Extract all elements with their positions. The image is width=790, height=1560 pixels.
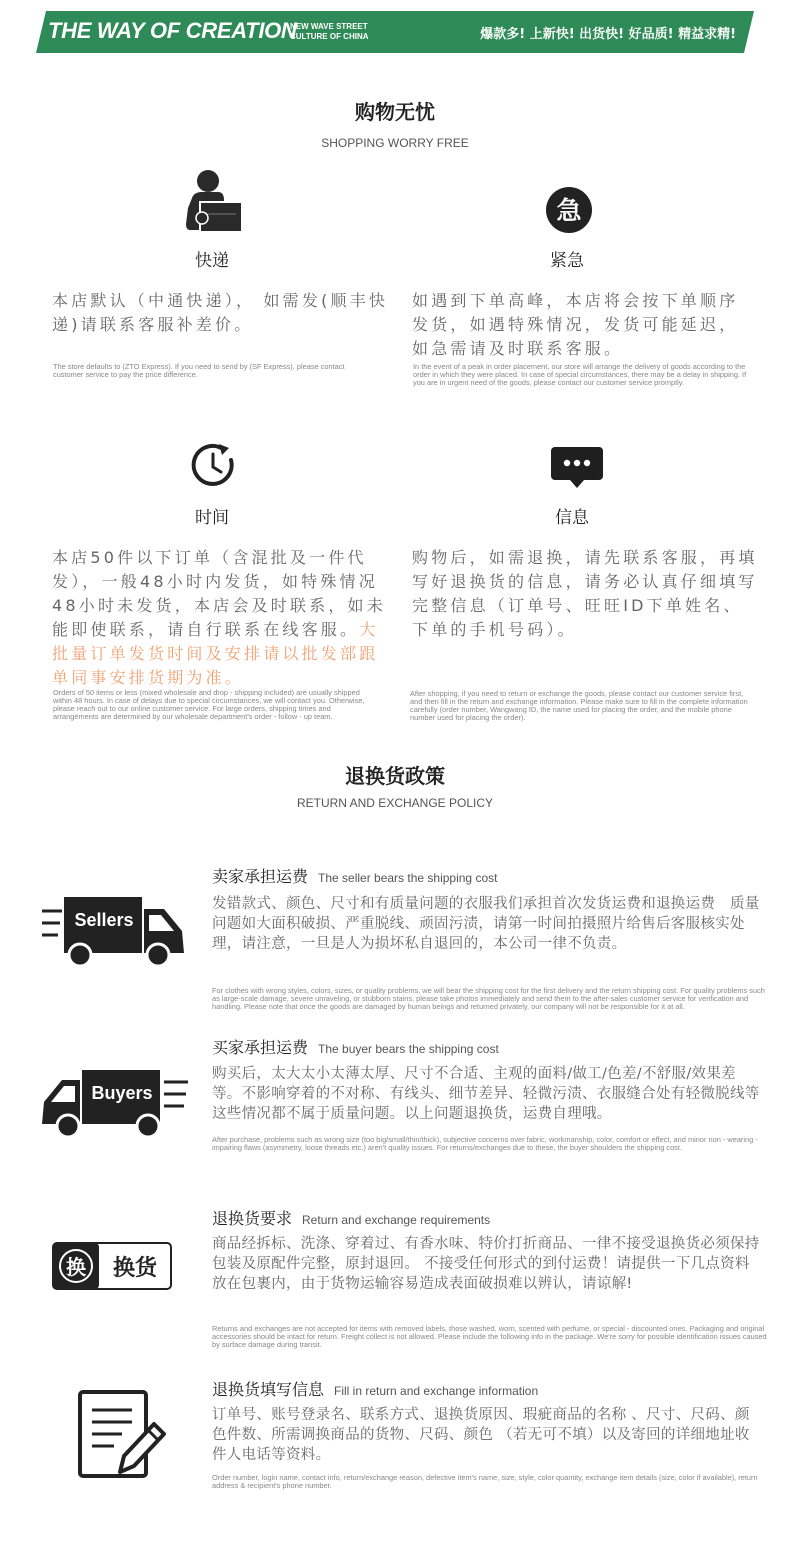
seller-truck-label: Sellers xyxy=(74,910,134,930)
feature-text-info: 购物后，如需退换，请先联系客服，再填写好退换货的信息，请务必认真仔细填写完整信息（订单号、旺旺ID下单姓名、下单的手机号码）。 xyxy=(412,548,758,639)
feature-en-time: Orders of 50 items or less (mixed wholesale and drop - shipping included) are usually shipped within 48 hours. In case of delays due to special circumstances, we will contact you. Otherwise, please reach out to our online customer service. For large orders, shipping times and arrangements are determined by our wholesale department's order - follow - up team. xyxy=(53,688,365,721)
feature-label-time: 时间 xyxy=(195,508,229,528)
banner-subtitle xyxy=(290,22,369,42)
feature-label-urgent: 紧急 xyxy=(550,251,584,271)
policy-title: 退换货政策 xyxy=(345,764,445,788)
policy-heading-buyer-en: The buyer bears the shipping cost xyxy=(318,1042,499,1056)
form-edit-icon xyxy=(76,1388,168,1484)
feature-text-urgent: 如遇到下单高峰，本店将会按下单顺序发货，如遇特殊情况，发货可能延迟，如急需请及时联系客服。 xyxy=(412,291,739,358)
policy-heading-requirements xyxy=(212,1206,490,1229)
policy-heading-seller-zh: 卖家承担运费 xyxy=(212,867,309,886)
shopping-subtitle: SHOPPING WORRY FREE xyxy=(321,136,469,150)
policy-text-requirements: 商品经拆标、洗涤、穿着过、有香水味、特价打折商品、一律不接受退换货必须保持包装及原配件完整，原封退回。 不接受任何形式的到付运费！请提供一下几点资料放在包裹内，由于货物运输容易造成表面破损难以辨认，请谅解! xyxy=(212,1236,760,1292)
policy-heading-fill-info xyxy=(212,1377,538,1400)
clock-icon xyxy=(189,440,239,494)
banner-slogan: 爆款多! 上新快! 出货快! 好品质! 精益求精! xyxy=(480,27,736,42)
policy-subtitle: RETURN AND EXCHANGE POLICY xyxy=(296,796,494,810)
policy-heading-seller xyxy=(212,864,497,887)
header-banner xyxy=(36,11,754,53)
feature-text-time-main: 本店50件以下订单（含混批及一件代发），一般48小时内发货，如特殊情况48小时未发货，本店会及时联系，如未能即使联系，请自行联系在线客服。 xyxy=(52,548,386,639)
feature-text-time-highlight: 大批量订单发货时间及安排请以批发部跟单同事安排货期为准。 xyxy=(52,620,379,687)
policy-heading-seller-en: The seller bears the shipping cost xyxy=(318,871,498,885)
policy-en-seller: For clothes with wrong styles, colors, sizes, or quality problems, we will bear the shipping cost for the first delivery and the return shipping cost. For quality problems such as large-scale damage, severe unraveling, or stubborn stains, please take photos immediately and send them to the after-sales customer service for verification and handling. Please note that once the goods are damaged by human beings and returned privately, our company will not be responsible for it at all. xyxy=(212,986,765,1011)
exchange-badge-label: 换货 xyxy=(112,1256,158,1281)
urgent-icon xyxy=(545,186,593,238)
feature-en-info: After shopping, if you need to return or exchange the goods, please contact our customer service first, and then fill in the return and exchange information. Please make sure to fill in the complete information carefully (order number, Wangwang ID, the name used for placing the order, and the mobile phone number used for placing the order). xyxy=(410,689,748,722)
policy-en-requirements: Returns and exchanges are not accepted for items with removed labels, those washed, worn, scented with perfume, or special - discounted ones. Packaging and original accessories should be intact for return. Freight collect is not allowed. Please include the following info in the package. We're sorry for possible identification issues caused by surface damage during transit. xyxy=(212,1324,767,1349)
exchange-badge-char: 换 xyxy=(66,1255,86,1279)
banner-title: THE WAY OF CREATION xyxy=(48,18,297,43)
buyer-truck-icon xyxy=(42,1066,188,1144)
feature-text-delivery: 本店默认（中通快递）， 如需发(顺丰快递)请联系客服补差价。 xyxy=(52,291,389,334)
chat-bubble-icon xyxy=(550,446,604,494)
policy-en-buyer: After purchase, problems such as wrong size (too big/small/thin/thick), subjective concerns over fabric, workmanship, color, comfort or effect, and minor non - wearing - impairing flaws (asymmetry, loose threads etc.) aren't quality issues. For returns/exchanges due to these, the buyer shoulders the shipping cost. xyxy=(212,1135,758,1152)
policy-heading-fill-info-en: Fill in return and exchange information xyxy=(334,1384,539,1398)
banner-subtitle-line2: CULTURE OF CHINA xyxy=(290,32,369,41)
policy-heading-buyer-zh: 买家承担运费 xyxy=(212,1038,309,1057)
policy-text-fill-info: 订单号、账号登录名、联系方式、退换货原因、瑕疵商品的名称 、尺寸、尺码、颜色件数、所需调换商品的货物、尺码、颜色 （若无可不填）以及寄回的详细地址收件人电话等资料。 xyxy=(212,1407,750,1463)
banner-subtitle-line1: NEW WAVE STREET xyxy=(290,22,368,31)
policy-heading-buyer xyxy=(212,1035,499,1058)
feature-en-urgent: In the event of a peak in order placement, our store will arrange the delivery of goods according to the order in which they were placed. In case of special circumstances, there may be a delay in shipping. If you are in urgent need of the goods, please contact our customer service promptly. xyxy=(413,362,747,387)
policy-heading-fill-info-zh: 退换货填写信息 xyxy=(212,1380,325,1399)
buyer-truck-label: Buyers xyxy=(91,1083,153,1103)
delivery-person-icon xyxy=(184,168,246,240)
policy-text-buyer: 购买后，太大太小太薄太厚、尺寸不合适、主观的面料/做工/色差/不舒服/效果差等。不影响穿着的不对称、有线头、细节差异、轻微污渍、衣服缝合处有轻微脱线等这些情况都不属于质量问题。以上问题退换货，运费自理哦。 xyxy=(212,1066,760,1122)
exchange-badge-icon xyxy=(52,1242,172,1294)
policy-heading-requirements-zh: 退换货要求 xyxy=(212,1209,293,1228)
feature-en-delivery: The store defaults to (ZTO Express). If you need to send by (SF Express), please contact customer service to pay the price difference. xyxy=(53,362,345,379)
urgent-icon-char: 急 xyxy=(556,196,582,225)
policy-en-fill-info: Order number, login name, contact info, return/exchange reason, defective item's name, size, style, color quantity, exchange item details (size, color if available), return address & recipient's phone number. xyxy=(212,1473,758,1490)
policy-heading-requirements-en: Return and exchange requirements xyxy=(302,1213,491,1227)
feature-label-info: 信息 xyxy=(555,508,589,528)
policy-text-seller: 发错款式、颜色、尺寸和有质量问题的衣服我们承担首次发货运费和退换运费 质量问题如大面积破损、严重脱线、顽固污渍，请第一时间拍摄照片给售后客服核实处理，请注意，一旦是人为损坏私自退回的，本公司一律不负责。 xyxy=(212,896,760,952)
shopping-title: 购物无忧 xyxy=(355,100,435,124)
feature-text-time xyxy=(52,546,392,690)
feature-label-delivery: 快递 xyxy=(195,251,229,271)
seller-truck-icon xyxy=(42,895,188,973)
